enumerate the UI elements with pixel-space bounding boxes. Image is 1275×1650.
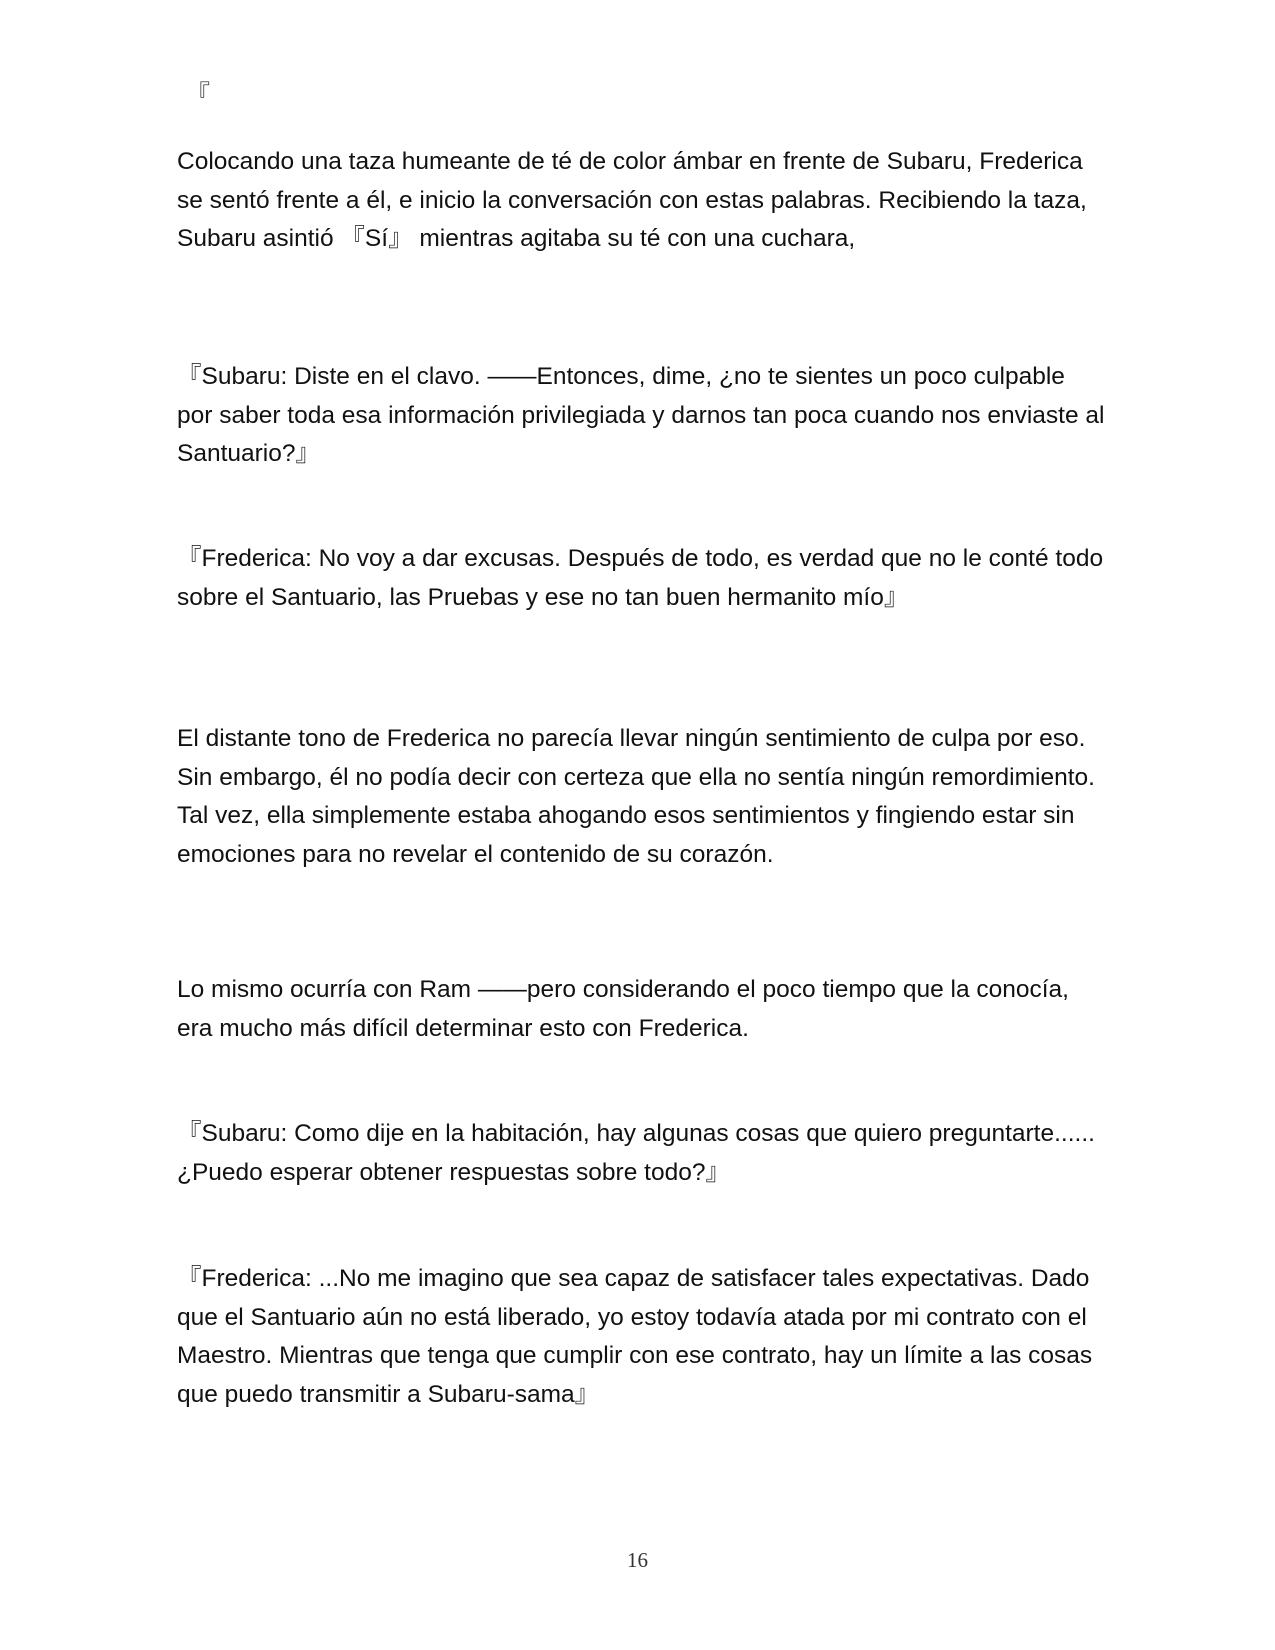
paragraph-1: Colocando una taza humeante de té de color ámbar en frente de Subaru, Frederica se sentó frente a él, e inicio la conversación con estas palabras. Recibiendo la taza, Subaru asintió 『Sí』 mientras agitaba su té con una cuchara, bbox=[177, 148, 1087, 252]
paragraph-7: 『Frederica: ...No me imagino que sea capaz de satisfacer tales expectativas. Dado que el Santuario aún no está liberado, yo estoy todavía atada por mi contrato con el Maestro. Mientras que tenga que cumplir con ese contrato, hay un límite a las cosas que puedo transmitir a Subaru-sama』 bbox=[177, 1265, 1093, 1408]
paragraph-3: 『Frederica: No voy a dar excusas. Después de todo, es verdad que no le conté todo sobre el Santuario, las Pruebas y ese no tan buen hermanito mío』 bbox=[177, 545, 1104, 611]
page-number: 16 bbox=[627, 1548, 648, 1572]
paragraph-6: 『Subaru: Como dije en la habitación, hay algunas cosas que quiero preguntarte...... ¿Puedo esperar obtener respuestas sobre todo?』 bbox=[177, 1120, 1095, 1186]
paragraph-4: El distante tono de Frederica no parecía llevar ningún sentimiento de culpa por eso. Sin embargo, él no podía decir con certeza que ella no sentía ningún remordimiento. Tal vez, ella simplemente estaba ahogando esos sentimientos y fingiendo estar sin emociones para no revelar el contenido de su corazón. bbox=[177, 725, 1095, 868]
paragraph-5: Lo mismo ocurría con Ram ——pero considerando el poco tiempo que la conocía, era mucho más difícil determinar esto con Frederica. bbox=[177, 976, 1069, 1042]
opening-bracket: 『 bbox=[186, 80, 210, 108]
paragraph-2: 『Subaru: Diste en el clavo. ——Entonces, dime, ¿no te sientes un poco culpable por saber toda esa información privilegiada y darnos tan poca cuando nos enviaste al Santuario?』 bbox=[177, 363, 1105, 467]
